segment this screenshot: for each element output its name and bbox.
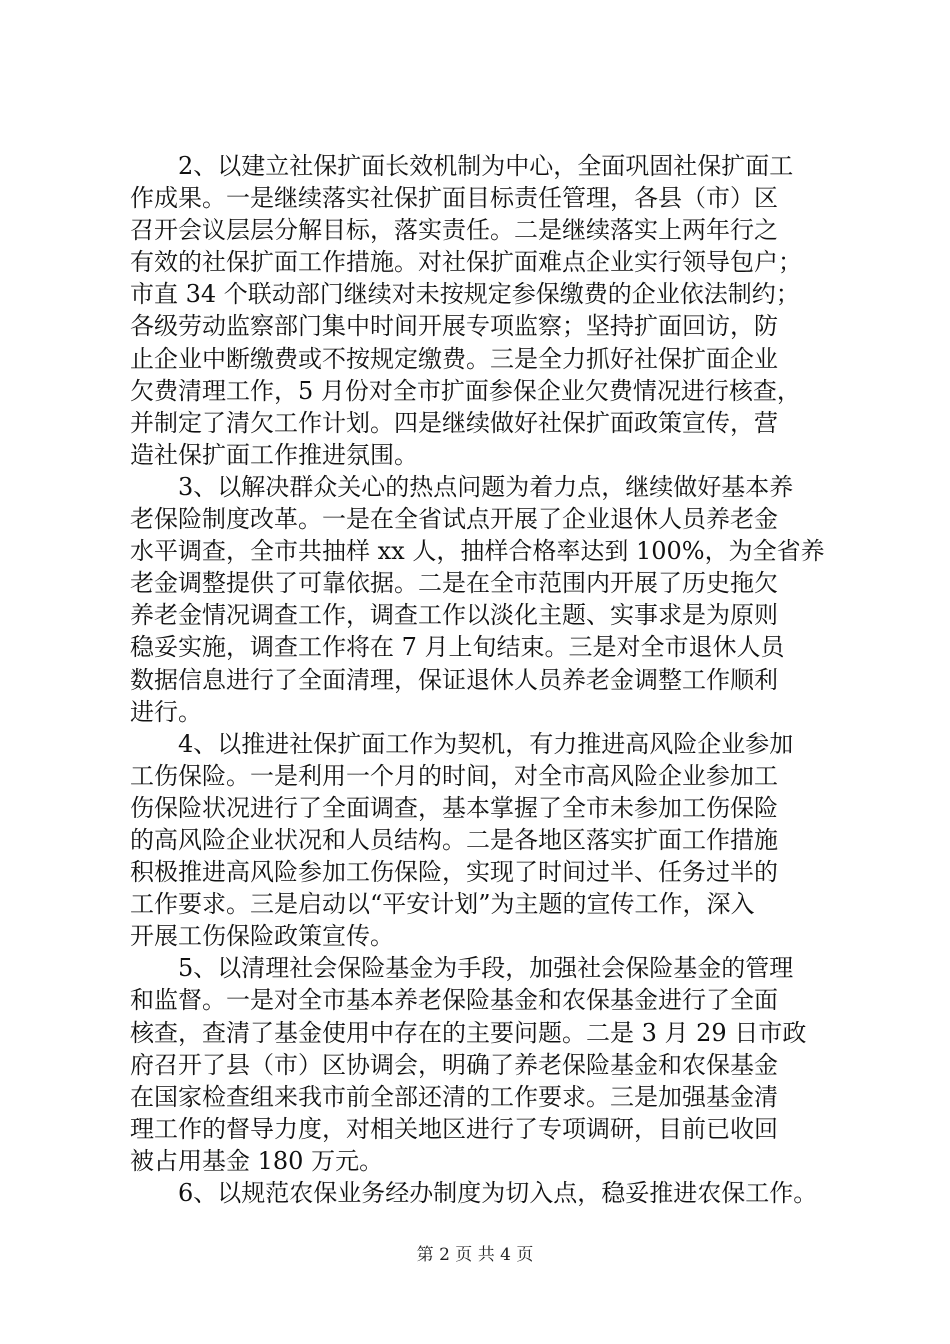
paragraph-3-line: 稳妥实施，调查工作将在 7 月上旬结束。三是对全市退休人员	[130, 633, 785, 662]
paragraph-5-line: 5、以清理社会保险基金为手段，加强社会保险基金的管理	[178, 954, 794, 983]
paragraph-5-line: 理工作的督导力度，对相关地区进行了专项调研，目前已收回	[130, 1114, 778, 1143]
paragraph-2-line: 2、以建立社保扩面长效机制为中心，全面巩固社保扩面工	[178, 152, 794, 180]
page-number-footer: 第 2 页 共 4 页	[416, 1245, 534, 1265]
paragraph-5-line: 和监督。一是对全市基本养老保险基金和农保基金进行了全面	[130, 986, 778, 1015]
paragraph-3-line: 养老金情况调查工作，调查工作以淡化主题、实事求是为原则	[130, 601, 778, 630]
paragraph-5-line: 在国家检查组来我市前全部还清的工作要求。三是加强基金清	[130, 1082, 778, 1111]
paragraph-4-line: 工作要求。三是启动以“平安计划”为主题的宣传工作，深入	[130, 890, 755, 919]
document-body	[130, 150, 842, 1209]
paragraph-2-line: 作成果。一是继续落实社保扩面目标责任管理，各县（市）区	[130, 184, 778, 213]
paragraph-4-line: 开展工伤保险政策宣传。	[130, 922, 394, 951]
paragraph-4-line: 积极推进高风险参加工伤保险，实现了时间过半、任务过半的	[130, 858, 778, 887]
paragraph-5-line: 被占用基金 180 万元。	[130, 1146, 384, 1175]
paragraph-2-line: 欠费清理工作，5 月份对全市扩面参保企业欠费情况进行核查，	[130, 376, 801, 405]
paragraph-4-line: 4、以推进社保扩面工作为契机，有力推进高风险企业参加	[178, 729, 794, 758]
paragraph-3-line: 3、以解决群众关心的热点问题为着力点，继续做好基本养	[178, 472, 794, 501]
paragraph-5-line: 府召开了县（市）区协调会，明确了养老保险基金和农保基金	[130, 1050, 778, 1079]
paragraph-3-line: 老保险制度改革。一是在全省试点开展了企业退休人员养老金	[130, 505, 778, 534]
paragraph-2-line: 召开会议层层分解目标，落实责任。二是继续落实上两年行之	[130, 216, 778, 245]
paragraph-2-line: 市直 34 个联动部门继续对未按规定参保缴费的企业依法制约；	[130, 280, 800, 309]
paragraph-6-line: 6、以规范农保业务经办制度为切入点，稳妥推进农保工作。	[178, 1179, 818, 1207]
paragraph-2-line: 并制定了清欠工作计划。四是继续做好社保扩面政策宣传，营	[130, 408, 778, 437]
paragraph-2-line: 造社保扩面工作推进氛围。	[130, 440, 418, 469]
paragraph-3-line: 进行。	[130, 697, 202, 726]
paragraph-4-line: 的高风险企业状况和人员结构。二是各地区落实扩面工作措施	[130, 825, 778, 854]
paragraph-3-line: 数据信息进行了全面清理，保证退休人员养老金调整工作顺利	[130, 665, 778, 694]
paragraph-3-line: 老金调整提供了可靠依据。二是在全市范围内开展了历史拖欠	[130, 569, 778, 598]
paragraph-4-line: 伤保险状况进行了全面调查，基本掌握了全市未参加工伤保险	[130, 793, 778, 822]
paragraph-4-line: 工伤保险。一是利用一个月的时间，对全市高风险企业参加工	[130, 761, 778, 790]
paragraph-3-line: 水平调查，全市共抽样 xx 人，抽样合格率达到 100%，为全省养	[130, 537, 825, 566]
paragraph-2-line: 各级劳动监察部门集中时间开展专项监察；坚持扩面回访，防	[130, 312, 778, 341]
paragraph-5-line: 核查，查清了基金使用中存在的主要问题。二是 3 月 29 日市政	[130, 1018, 807, 1047]
paragraph-2-line: 止企业中断缴费或不按规定缴费。三是全力抓好社保扩面企业	[130, 344, 778, 373]
paragraph-2-line: 有效的社保扩面工作措施。对社保扩面难点企业实行领导包户；	[130, 248, 802, 277]
